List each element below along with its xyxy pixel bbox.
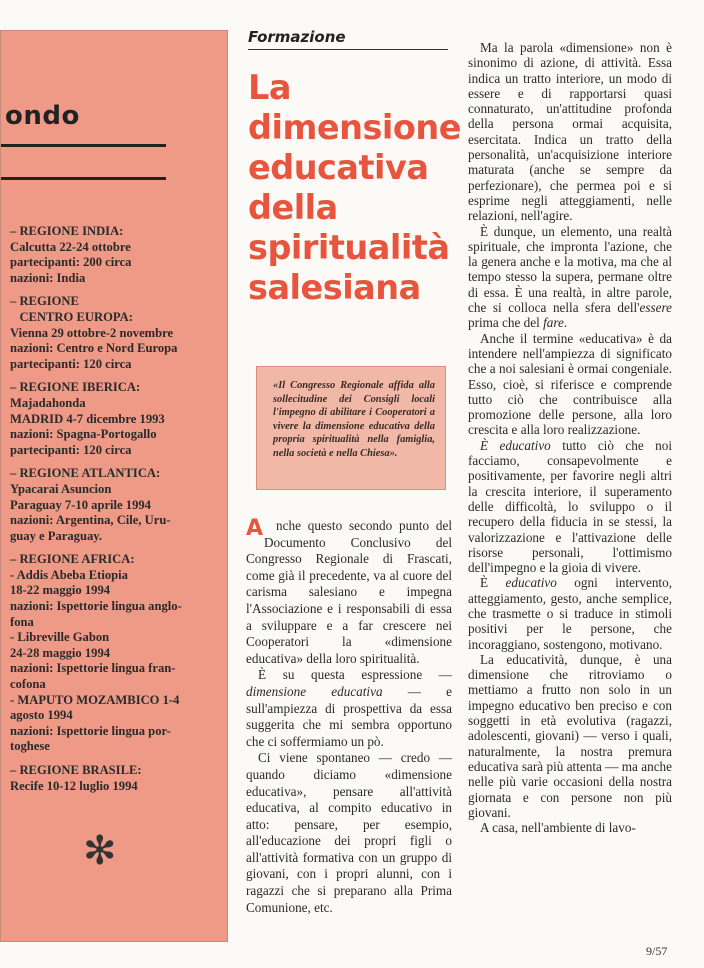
region-heading: – REGIONE BRASILE:: [10, 763, 142, 777]
article-body-column-1: [246, 518, 452, 916]
paragraph: [468, 575, 672, 651]
region-entry: [10, 552, 222, 755]
paragraph: [468, 652, 672, 820]
paragraph-text: Anche il termine «educativa» è da intendere nell'ampiezza di significato che a noi salesiani è ormai congeniale. Esso, cioè, si riferisce e comprende tutto ciò che contribuisce alla promozione delle persone, alla loro crescita e alla loro realizzazione.: [468, 330, 672, 438]
paragraph-text: A casa, nell'ambiente di lavo-: [480, 820, 636, 836]
pull-quote: «Il Congresso Regionale affida alla sollecitudine dei Consigli locali l'impegno di abilitare i Cooperatori a vivere la dimensione educativa della propria spiritualità nella famiglia, nella società e nella Chiesa».: [256, 366, 446, 490]
paragraph: [246, 667, 452, 750]
paragraph: [468, 331, 672, 438]
sidebar-title: ondo: [5, 101, 80, 131]
region-heading: – REGIONE AFRICA:: [10, 552, 135, 567]
kicker-rule: [248, 49, 448, 50]
paragraph-text: — e sull'ampiezza di prospettiva da essa suggerita che mi sembra opportuno che ci soffermiamo un pò.: [246, 683, 453, 749]
paragraph: [468, 40, 672, 224]
paragraph-text: ogni intervento, atteggiamento, gesto, anche semplice, che trasmette o si traduce in stimoli positivi per le persone, che incoraggiano, sostengono, motivano.: [468, 575, 672, 652]
sidebar-rule: [1, 144, 166, 147]
region-details: Recife 10-12 luglio 1994: [10, 778, 138, 793]
emphasis-text: essere: [639, 300, 672, 316]
region-list: [10, 224, 222, 802]
paragraph-text: È dunque, un elemento, una realtà spirituale, che impronta l'azione, che la genera anche e la motiva, ma che al tempo stesso la supera, permane oltre di essa. È una realtà, in altre parole, che si colloca nella sfera dell': [468, 223, 672, 316]
sidebar-rule: [1, 177, 166, 180]
paragraph: [246, 518, 452, 667]
paragraph-text: Ma la parola «dimensione» non è sinonimo di azione, di attività. Essa indica un tratto interiore, un modo di essere e di rapportarsi quasi connaturato, un'attitudine profonda della persona ormai acquisita, esercitata. Indica un tratto della personalità, un'acquisizione interiore maturata (anche se sempre da perfezionare), che permea poi e si esprime negli atteggiamenti, nelle relazioni, nell'agire.: [468, 40, 672, 224]
article-body-column-2: [468, 40, 672, 835]
paragraph: [468, 820, 672, 835]
region-entry: [10, 763, 222, 794]
region-entry: [10, 224, 222, 286]
paragraph-text: Ci viene spontaneo — credo — quando diciamo «dimensione educativa», pensare all'attività educativa, al compito educativo in atto: pensare, per esempio, all'educazione dei propri figli o all'attività formativa con un gruppo di giovani, con i propri alunni, con i ragazzi che si preparano alla Prima Comunione, etc.: [246, 750, 452, 915]
paragraph: [246, 750, 452, 916]
region-heading: – REGIONE INDIA:: [10, 224, 124, 238]
emphasis-text: È educativo: [480, 437, 551, 453]
emphasis-text: dimensione educativa: [246, 683, 383, 699]
region-heading: – REGIONE CENTRO EUROPA:: [10, 294, 133, 324]
paragraph: [468, 224, 672, 331]
section-kicker: Formazione: [248, 28, 346, 46]
emphasis-text: fare: [543, 315, 564, 331]
region-entry: [10, 380, 222, 458]
paragraph: [468, 438, 672, 576]
region-details: Majadahonda MADRID 4-7 dicembre 1993 nazioni: Spagna-Portogallo partecipanti: 120 circa: [10, 395, 165, 457]
region-details: - Addis Abeba Etiopia 18-22 maggio 1994 nazioni: Ispettorie lingua anglo- fona - Libreville Gabon 24-28 maggio 1994 nazioni: Ispettorie lingua fran- cofona - MAPUTO MOZAMBICO 1-4 agosto 1994 nazioni: Ispettorie lingua por- toghese: [10, 567, 182, 754]
region-entry: [10, 466, 222, 544]
paragraph-text: È: [480, 575, 506, 591]
emphasis-text: educativo: [505, 575, 557, 591]
paragraph-text: La educatività, dunque, è una dimensione che ritroviamo o mettiamo a frutto non solo in un impegno educativo ben preciso e con soggetti in età evolutiva (ragazzi, adolescenti, giovani) — verso i quali, naturalmente, la nostra premura educativa sarà più attenta — ma anche nelle più varie occasioni della nostra giornata e con persone non più giovani.: [468, 651, 672, 820]
paragraph-text: È su questa espressione —: [258, 667, 452, 683]
paragraph-text: tutto ciò che noi facciamo, consapevolmente e positivamente, per favorire negli altri la crescita interiore, il superamento delle difficoltà, lo sviluppo o il recupero della fiducia in se stessi, la valorizzazione e l'attivazione delle risorse personali, l'ottimismo dell'impegno e la gioia di vivere.: [468, 437, 672, 576]
region-details: Calcutta 22-24 ottobre partecipanti: 200 circa nazioni: India: [10, 239, 132, 285]
region-heading: – REGIONE IBERICA:: [10, 380, 141, 395]
asterisk-ornament-icon: ✻: [83, 828, 117, 874]
paragraph-text: .: [563, 315, 568, 331]
region-details: Ypacarai Asuncion Paraguay 7-10 aprile 1994 nazioni: Argentina, Cile, Uru- guay e Paraguay.: [10, 481, 171, 543]
region-heading: – REGIONE ATLANTICA:: [10, 466, 161, 481]
article-headline: La dimensione educativa della spiritualità salesiana: [248, 68, 461, 307]
region-entry: [10, 294, 222, 372]
paragraph-text: nche questo secondo punto del Documento Conclusivo del Congresso Regionale di Frascati, come già il precedente, va al cuore del carisma salesiano e impegna l'Associazione e i responsabili di essa a sviluppare e a far crescere nei Cooperatori la «dimensione educativa» della loro spiritualità.: [246, 518, 452, 666]
drop-cap: A: [246, 516, 264, 541]
page-number: 9/57: [646, 944, 668, 958]
paragraph-text: prima che del: [468, 315, 544, 331]
region-sidebar: [0, 30, 228, 942]
region-details: Vienna 29 ottobre-2 novembre nazioni: Centro e Nord Europa partecipanti: 120 circa: [10, 325, 178, 371]
